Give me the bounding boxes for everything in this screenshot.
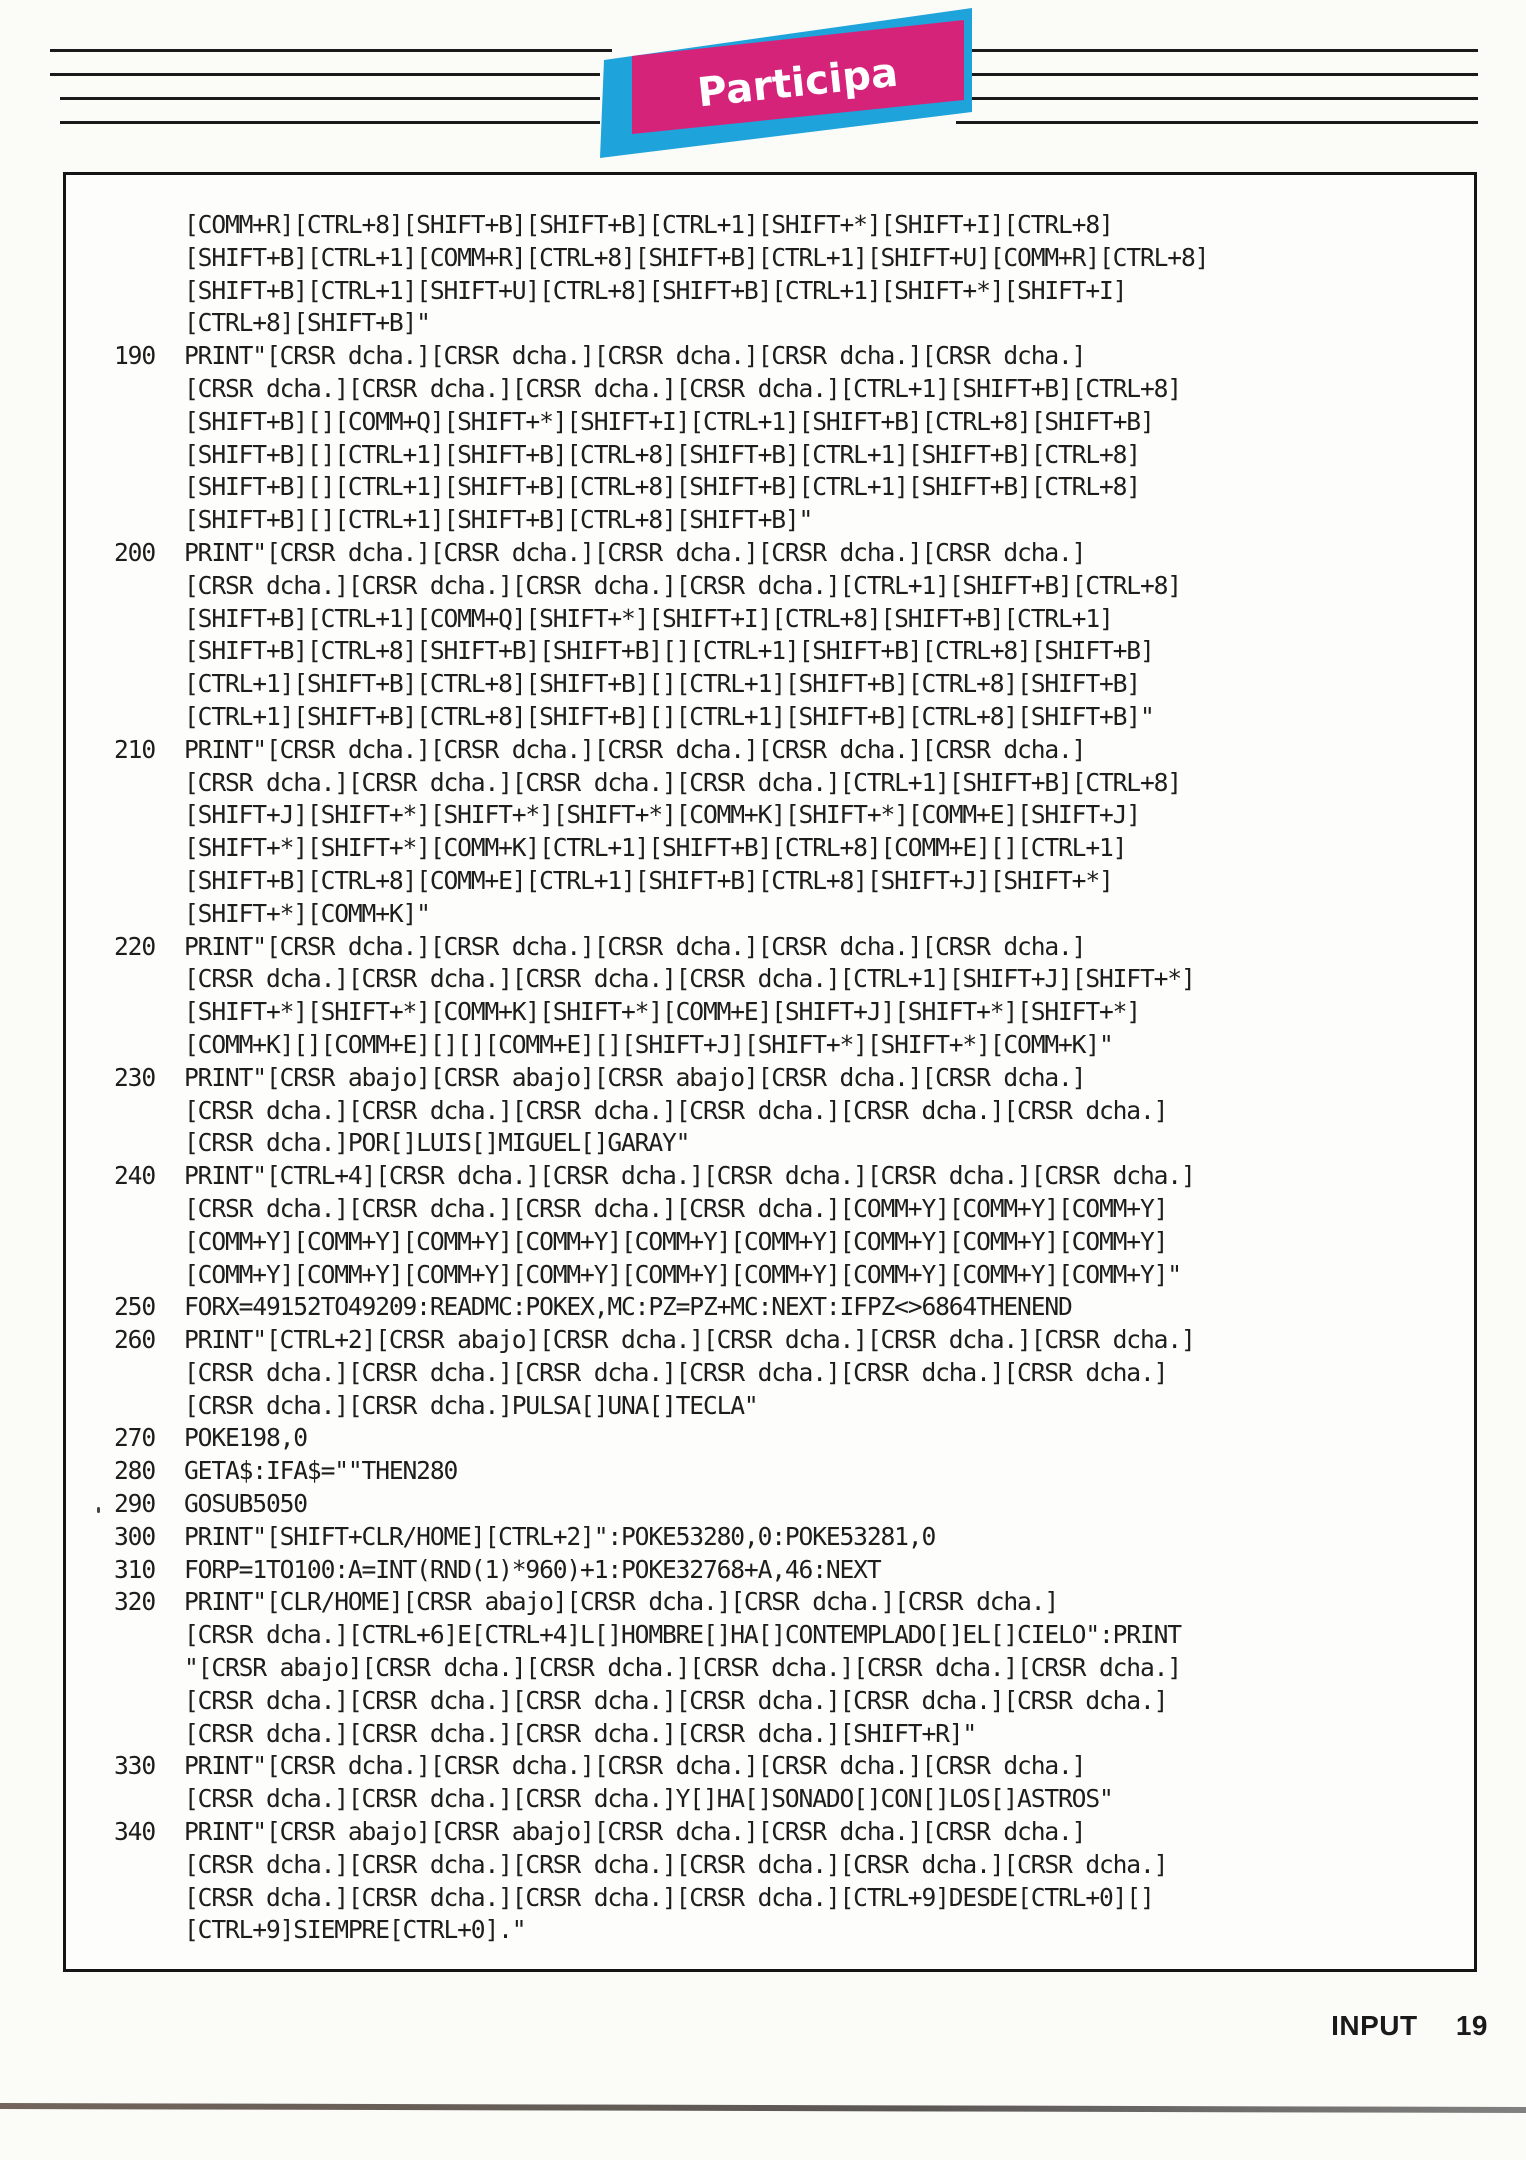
code-line xyxy=(66,1685,1474,1718)
code-line xyxy=(66,1062,1474,1095)
line-code: [CRSR dcha.][CRSR dcha.][CRSR dcha.][CRSR dcha.][SHIFT+R]" xyxy=(184,1718,977,1748)
header-rule-3-left xyxy=(60,97,600,100)
line-code: PRINT"[CRSR dcha.][CRSR dcha.][CRSR dcha.][CRSR dcha.][CRSR dcha.] xyxy=(184,931,1086,961)
line-code: [SHIFT+B][CTRL+1][COMM+Q][SHIFT+*][SHIFT+I][CTRL+8][SHIFT+B][CTRL+1] xyxy=(184,603,1113,633)
code-line xyxy=(66,1095,1474,1128)
code-line xyxy=(66,307,1474,340)
page-bottom-edge xyxy=(0,2103,1526,2113)
code-line xyxy=(66,603,1474,636)
page-footer xyxy=(1331,2010,1488,2042)
section-banner xyxy=(592,8,972,158)
line-code: [CTRL+8][SHIFT+B]" xyxy=(184,308,430,338)
line-code: PRINT"[CRSR dcha.][CRSR dcha.][CRSR dcha.][CRSR dcha.][CRSR dcha.] xyxy=(184,734,1086,764)
line-number: 320 xyxy=(114,1587,155,1617)
line-code: PRINT"[CRSR dcha.][CRSR dcha.][CRSR dcha.][CRSR dcha.][CRSR dcha.] xyxy=(184,537,1086,567)
line-code: PRINT"[CRSR abajo][CRSR abajo][CRSR dcha.][CRSR dcha.][CRSR dcha.] xyxy=(184,1817,1086,1847)
line-code: [COMM+Y][COMM+Y][COMM+Y][COMM+Y][COMM+Y][COMM+Y][COMM+Y][COMM+Y][COMM+Y]" xyxy=(184,1259,1181,1289)
line-number: 280 xyxy=(114,1456,155,1486)
line-code: PRINT"[CRSR dcha.][CRSR dcha.][CRSR dcha.][CRSR dcha.][CRSR dcha.] xyxy=(184,341,1086,371)
line-code: [SHIFT+B][CTRL+1][COMM+R][CTRL+8][SHIFT+B][CTRL+1][SHIFT+U][COMM+R][CTRL+8] xyxy=(184,242,1209,272)
line-number: 220 xyxy=(114,931,155,961)
line-code: PRINT"[CLR/HOME][CRSR abajo][CRSR dcha.][CRSR dcha.][CRSR dcha.] xyxy=(184,1587,1059,1617)
code-line xyxy=(66,668,1474,701)
code-line xyxy=(66,1783,1474,1816)
line-code: [SHIFT+B][][CTRL+1][SHIFT+B][CTRL+8][SHIFT+B][CTRL+1][SHIFT+B][CTRL+8] xyxy=(184,439,1140,469)
code-line xyxy=(66,1750,1474,1783)
code-line xyxy=(66,1291,1474,1324)
line-code: [SHIFT+B][][CTRL+1][SHIFT+B][CTRL+8][SHIFT+B]" xyxy=(184,505,813,535)
line-code: "[CRSR abajo][CRSR dcha.][CRSR dcha.][CRSR dcha.][CRSR dcha.][CRSR dcha.] xyxy=(184,1653,1181,1683)
line-code: [CRSR dcha.][CRSR dcha.][CRSR dcha.][CRSR dcha.][CRSR dcha.][CRSR dcha.] xyxy=(184,1357,1168,1387)
line-code: [CRSR dcha.][CRSR dcha.][CRSR dcha.][CRSR dcha.][CTRL+9]DESDE[CTRL+0][] xyxy=(184,1882,1154,1912)
line-code: [SHIFT+*][SHIFT+*][COMM+K][SHIFT+*][COMM+E][SHIFT+J][SHIFT+*][SHIFT+*] xyxy=(184,997,1140,1027)
code-line xyxy=(66,898,1474,931)
line-number: 300 xyxy=(114,1521,155,1551)
line-number: 240 xyxy=(114,1161,155,1191)
code-line xyxy=(66,1455,1474,1488)
code-line xyxy=(66,832,1474,865)
line-code: [CRSR dcha.][CRSR dcha.][CRSR dcha.][CRSR dcha.][CTRL+1][SHIFT+J][SHIFT+*] xyxy=(184,964,1195,994)
line-code: [COMM+Y][COMM+Y][COMM+Y][COMM+Y][COMM+Y][COMM+Y][COMM+Y][COMM+Y][COMM+Y] xyxy=(184,1226,1168,1256)
line-number: 340 xyxy=(114,1817,155,1847)
line-code: [CRSR dcha.]POR[]LUIS[]MIGUEL[]GARAY" xyxy=(184,1128,690,1158)
code-line xyxy=(66,439,1474,472)
code-line xyxy=(66,1586,1474,1619)
page-number: 19 xyxy=(1455,2010,1488,2041)
line-code: [SHIFT+B][CTRL+8][SHIFT+B][SHIFT+B][][CTRL+1][SHIFT+B][CTRL+8][SHIFT+B] xyxy=(184,636,1154,666)
code-line xyxy=(66,1193,1474,1226)
code-line xyxy=(66,242,1474,275)
code-line xyxy=(66,1914,1474,1947)
line-code: PRINT"[CRSR dcha.][CRSR dcha.][CRSR dcha.][CRSR dcha.][CRSR dcha.] xyxy=(184,1751,1086,1781)
code-line xyxy=(66,504,1474,537)
line-code: FORP=1TO100:A=INT(RND(1)*960)+1:POKE32768+A,46:NEXT xyxy=(184,1554,881,1584)
line-code: GETA$:IFA$=""THEN280 xyxy=(184,1456,458,1486)
line-number: 290 xyxy=(114,1489,155,1519)
line-code: [CRSR dcha.][CRSR dcha.][CRSR dcha.][CRSR dcha.][CTRL+1][SHIFT+B][CTRL+8] xyxy=(184,373,1181,403)
line-code: [CRSR dcha.][CRSR dcha.][CRSR dcha.][CRSR dcha.][CRSR dcha.][CRSR dcha.] xyxy=(184,1685,1168,1715)
line-code: [SHIFT+B][CTRL+1][SHIFT+U][CTRL+8][SHIFT+B][CTRL+1][SHIFT+*][SHIFT+I] xyxy=(184,275,1127,305)
line-code: PRINT"[CTRL+4][CRSR dcha.][CRSR dcha.][CRSR dcha.][CRSR dcha.][CRSR dcha.] xyxy=(184,1161,1195,1191)
code-line xyxy=(66,406,1474,439)
code-line xyxy=(66,1619,1474,1652)
line-number: 210 xyxy=(114,734,155,764)
code-line xyxy=(66,1127,1474,1160)
code-line xyxy=(66,963,1474,996)
code-line xyxy=(66,1324,1474,1357)
code-listing-box xyxy=(63,172,1477,1972)
code-line xyxy=(66,570,1474,603)
print-speck xyxy=(97,1507,100,1513)
code-line xyxy=(66,1816,1474,1849)
code-line xyxy=(66,1488,1474,1521)
banner-shape-icon xyxy=(592,8,972,158)
line-code: [SHIFT+B][CTRL+8][COMM+E][CTRL+1][SHIFT+B][CTRL+8][SHIFT+J][SHIFT+*] xyxy=(184,865,1113,895)
code-line xyxy=(66,1029,1474,1062)
line-code: [CTRL+9]SIEMPRE[CTRL+0]." xyxy=(184,1915,526,1945)
code-line xyxy=(66,865,1474,898)
code-line xyxy=(66,1259,1474,1292)
line-code: [SHIFT+B][][COMM+Q][SHIFT+*][SHIFT+I][CTRL+1][SHIFT+B][CTRL+8][SHIFT+B] xyxy=(184,406,1154,436)
header-rule-4-right xyxy=(956,121,1478,124)
code-line xyxy=(66,373,1474,406)
line-number: 230 xyxy=(114,1062,155,1092)
line-code: [CRSR dcha.][CRSR dcha.][CRSR dcha.]Y[]HA[]SONADO[]CON[]LOS[]ASTROS" xyxy=(184,1784,1113,1814)
code-line xyxy=(66,209,1474,242)
code-line xyxy=(66,1849,1474,1882)
line-code: [SHIFT+*][SHIFT+*][COMM+K][CTRL+1][SHIFT+B][CTRL+8][COMM+E][][CTRL+1] xyxy=(184,833,1127,863)
line-code: PRINT"[SHIFT+CLR/HOME][CTRL+2]":POKE53280,0:POKE53281,0 xyxy=(184,1521,936,1551)
code-line xyxy=(66,471,1474,504)
line-number: 200 xyxy=(114,537,155,567)
line-code: [CRSR dcha.][CRSR dcha.][CRSR dcha.][CRSR dcha.][CTRL+1][SHIFT+B][CTRL+8] xyxy=(184,767,1181,797)
line-code: [COMM+R][CTRL+8][SHIFT+B][SHIFT+B][CTRL+1][SHIFT+*][SHIFT+I][CTRL+8] xyxy=(184,210,1113,239)
code-line xyxy=(66,1554,1474,1587)
code-listing xyxy=(66,209,1474,1947)
line-code: [CRSR dcha.][CRSR dcha.][CRSR dcha.][CRSR dcha.][CRSR dcha.][CRSR dcha.] xyxy=(184,1849,1168,1879)
line-code: FORX=49152TO49209:READMC:POKEX,MC:PZ=PZ+MC:NEXT:IFPZ<>6864THENEND xyxy=(184,1292,1072,1322)
line-code: [CTRL+1][SHIFT+B][CTRL+8][SHIFT+B][][CTRL+1][SHIFT+B][CTRL+8][SHIFT+B] xyxy=(184,669,1140,699)
line-code: [CRSR dcha.][CRSR dcha.]PULSA[]UNA[]TECLA" xyxy=(184,1390,758,1420)
line-code: [CRSR dcha.][CRSR dcha.][CRSR dcha.][CRSR dcha.][COMM+Y][COMM+Y][COMM+Y] xyxy=(184,1193,1168,1223)
line-code: [CRSR dcha.][CRSR dcha.][CRSR dcha.][CRSR dcha.][CRSR dcha.][CRSR dcha.] xyxy=(184,1095,1168,1125)
line-code: [SHIFT+B][][CTRL+1][SHIFT+B][CTRL+8][SHIFT+B][CTRL+1][SHIFT+B][CTRL+8] xyxy=(184,472,1140,502)
line-number: 310 xyxy=(114,1554,155,1584)
code-line xyxy=(66,1882,1474,1915)
line-number: 330 xyxy=(114,1751,155,1781)
code-line xyxy=(66,1521,1474,1554)
code-line xyxy=(66,537,1474,570)
code-line xyxy=(66,340,1474,373)
code-line xyxy=(66,275,1474,308)
code-line xyxy=(66,1226,1474,1259)
header-rule-1-left xyxy=(50,49,612,52)
line-code: [CTRL+1][SHIFT+B][CTRL+8][SHIFT+B][][CTRL+1][SHIFT+B][CTRL+8][SHIFT+B]" xyxy=(184,701,1154,731)
code-line xyxy=(66,799,1474,832)
code-line xyxy=(66,1357,1474,1390)
header-rule-4-left xyxy=(60,121,600,124)
line-code: GOSUB5050 xyxy=(184,1489,307,1519)
banner-title: Participa xyxy=(695,49,900,117)
line-code: [SHIFT+*][COMM+K]" xyxy=(184,898,430,928)
header-rule-2-left xyxy=(50,73,600,76)
code-line xyxy=(66,996,1474,1029)
header-rule-1-right xyxy=(970,49,1478,52)
code-line xyxy=(66,1390,1474,1423)
line-code: PRINT"[CTRL+2][CRSR abajo][CRSR dcha.][CRSR dcha.][CRSR dcha.][CRSR dcha.] xyxy=(184,1325,1195,1355)
line-number: 270 xyxy=(114,1423,155,1453)
code-line xyxy=(66,1160,1474,1193)
code-line xyxy=(66,767,1474,800)
code-line xyxy=(66,635,1474,668)
code-line xyxy=(66,701,1474,734)
code-line xyxy=(66,1718,1474,1751)
line-number: 250 xyxy=(114,1292,155,1322)
line-code: PRINT"[CRSR abajo][CRSR abajo][CRSR abajo][CRSR dcha.][CRSR dcha.] xyxy=(184,1062,1086,1092)
publication-name: INPUT xyxy=(1331,2010,1418,2041)
line-code: [SHIFT+J][SHIFT+*][SHIFT+*][SHIFT+*][COMM+K][SHIFT+*][COMM+E][SHIFT+J] xyxy=(184,800,1140,830)
line-code: POKE198,0 xyxy=(184,1423,307,1453)
line-code: [COMM+K][][COMM+E][][][COMM+E][][SHIFT+J][SHIFT+*][SHIFT+*][COMM+K]" xyxy=(184,1029,1113,1059)
code-line xyxy=(66,931,1474,964)
line-number: 190 xyxy=(114,341,155,371)
code-line xyxy=(66,1422,1474,1455)
line-code: [CRSR dcha.][CRSR dcha.][CRSR dcha.][CRSR dcha.][CTRL+1][SHIFT+B][CTRL+8] xyxy=(184,570,1181,600)
line-number: 260 xyxy=(114,1325,155,1355)
header-rule-3-right xyxy=(970,97,1478,100)
code-line xyxy=(66,734,1474,767)
code-line xyxy=(66,1652,1474,1685)
line-code: [CRSR dcha.][CTRL+6]E[CTRL+4]L[]HOMBRE[]HA[]CONTEMPLADO[]EL[]CIELO":PRINT xyxy=(184,1620,1181,1650)
header-rule-2-right xyxy=(970,73,1478,76)
